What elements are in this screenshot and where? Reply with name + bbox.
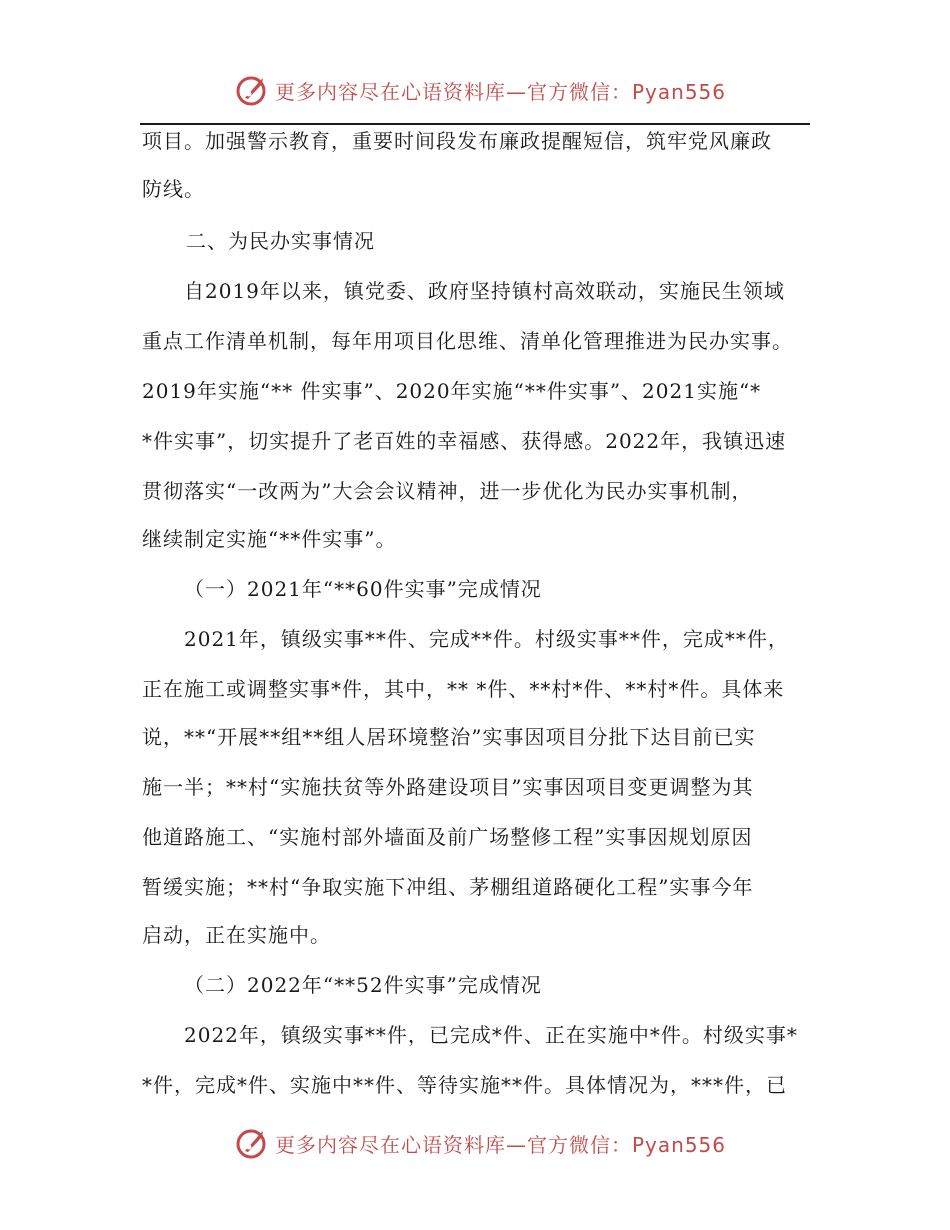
- header-banner: [235, 70, 726, 110]
- pen-logo-icon: [235, 1126, 269, 1160]
- section-heading: 二、为民办实事情况: [186, 229, 375, 253]
- text-line: 正在施工或调整实事*件，其中，** *件、**村*件、**村*件。具体来: [142, 677, 785, 701]
- subsection-heading: （二）2022年“**52件实事”完成情况: [184, 973, 542, 997]
- text-line: 自2019年以来，镇党委、政府坚持镇村高效联动，实施民生领域: [184, 279, 785, 303]
- subsection-heading: （一）2021年“**60件实事”完成情况: [184, 577, 542, 601]
- text-line: 说，**“开展**组**组人居环境整治”实事因项目分批下达目前已实: [142, 725, 756, 749]
- text-line: 暂缓实施；**村“争取实施下冲组、茅棚组道路硬化工程”实事今年: [142, 875, 754, 899]
- text-line: 项目。加强警示教育，重要时间段发布廉政提醒短信，筑牢党风廉政: [142, 129, 772, 153]
- text-line: *件，完成*件、实施中**件、等待实施**件。具体情况为，***件，已: [142, 1073, 787, 1097]
- text-line: *件实事”，切实提升了老百姓的幸福感、获得感。2022年，我镇迅速: [142, 429, 787, 453]
- pen-logo-icon: [235, 73, 269, 107]
- footer-banner-text: 更多内容尽在心语资料库—官方微信：Pyan556: [275, 1132, 727, 1157]
- text-line: 贯彻落实“一改两为”大会会议精神，进一步优化为民办实事机制，: [142, 479, 753, 503]
- text-line: 启动，正在实施中。: [142, 923, 331, 947]
- text-line: 施一半；**村“实施扶贫等外路建设项目”实事因项目变更调整为其: [142, 775, 754, 799]
- text-line: 防线。: [142, 177, 205, 201]
- text-line: 2021年，镇级实事**件、完成**件。村级实事**件，完成**件，: [184, 627, 789, 651]
- text-line: 他道路施工、“实施村部外墙面及前广场整修工程”实事因规划原因: [142, 825, 753, 849]
- text-line: 重点工作清单机制，每年用项目化思维、清单化管理推进为民办实事。: [142, 329, 793, 353]
- header-rule: [140, 123, 810, 125]
- text-line: 2019年实施“** 件实事”、2020年实施“**件实事”、2021实施“*: [142, 379, 762, 403]
- footer-banner: [235, 1123, 726, 1163]
- header-banner-text: 更多内容尽在心语资料库—官方微信：Pyan556: [275, 79, 727, 104]
- text-line: 继续制定实施“**件实事”。: [142, 527, 397, 551]
- text-line: 2022年，镇级实事**件，已完成*件、正在实施中*件。村级实事*: [184, 1023, 798, 1047]
